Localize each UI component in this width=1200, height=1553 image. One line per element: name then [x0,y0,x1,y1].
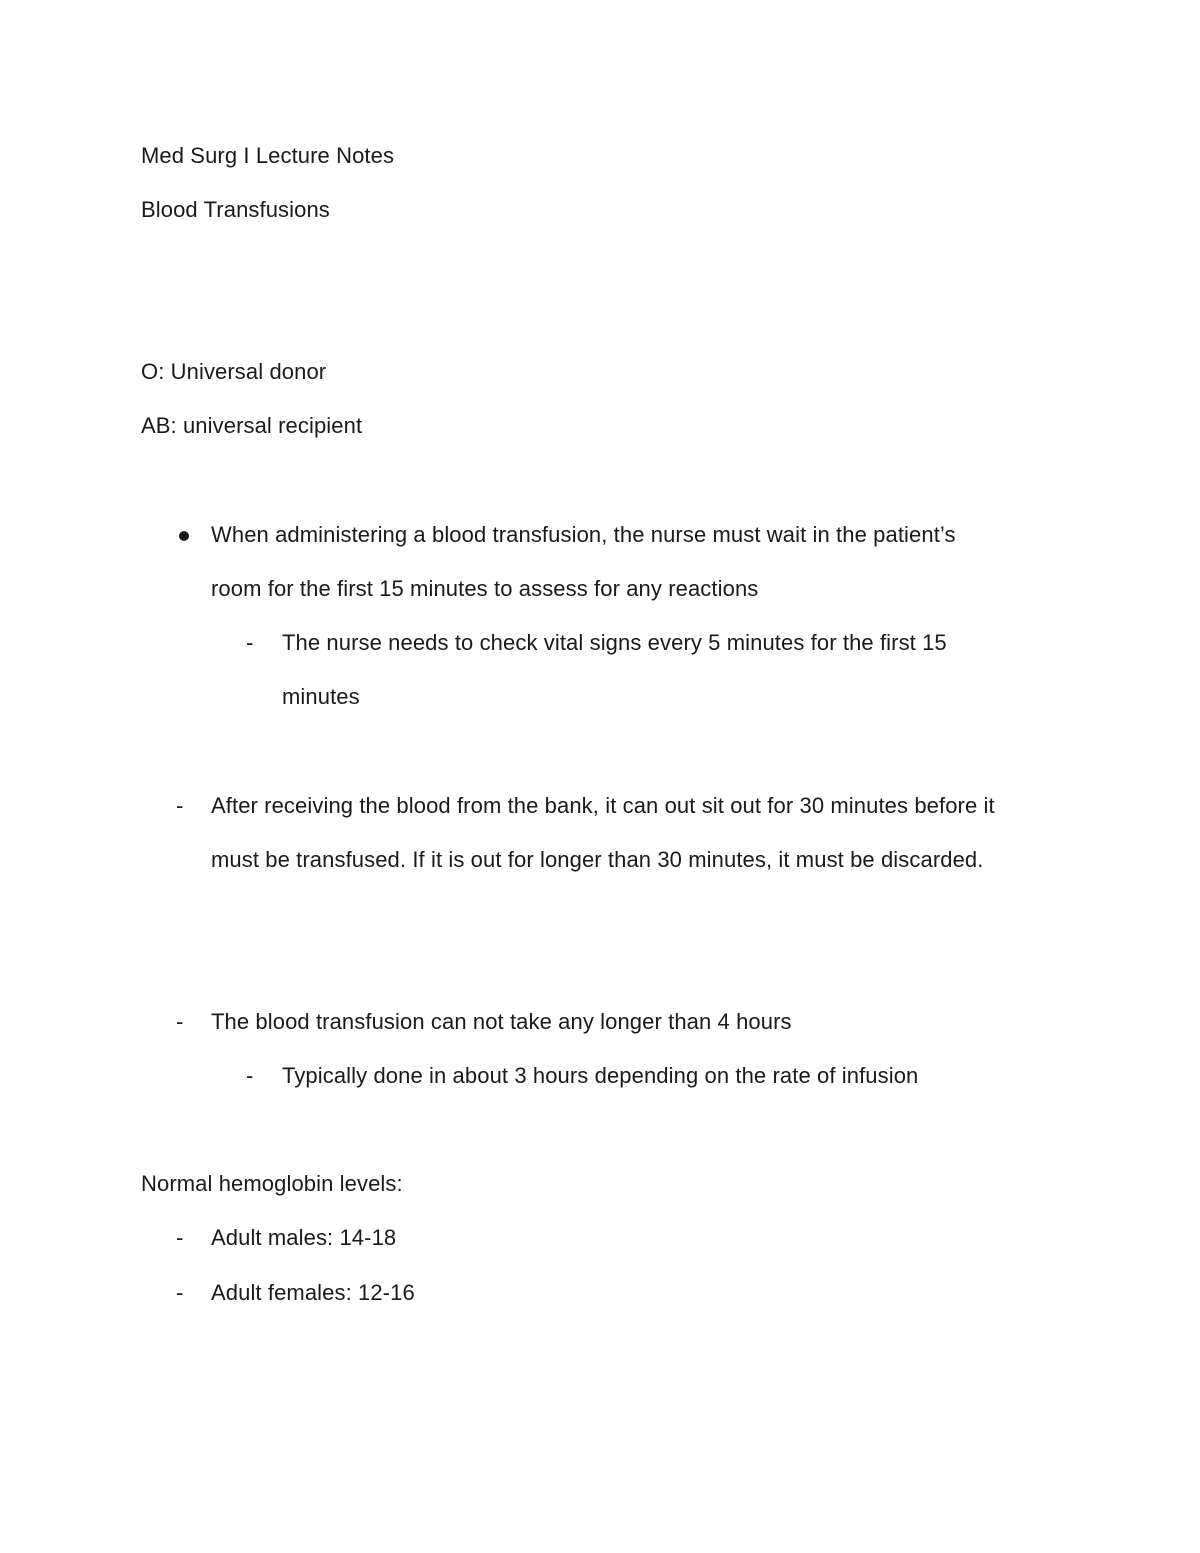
doc-subtitle: Blood Transfusions [141,197,330,222]
dash-marker: - [246,630,254,655]
dash-marker: - [176,1009,184,1034]
doc-title: Med Surg I Lecture Notes [141,143,395,168]
dash-marker: - [176,1280,184,1305]
hemoglobin-heading: Normal hemoglobin levels: [141,1171,403,1196]
dash-marker: - [246,1063,254,1088]
blood-type-o: O: Universal donor [141,359,327,384]
bullet1-line2: room for the first 15 minutes to assess for any reactions [211,576,759,601]
dash2-sub: Typically done in about 3 hours depending on the rate of infusion [282,1063,919,1088]
bullet-dot-icon [179,531,189,541]
dash1-line1: After receiving the blood from the bank, it can out sit out for 30 minutes before it [211,793,995,818]
bullet1-sub-line2: minutes [282,684,360,709]
hemoglobin-males: Adult males: 14-18 [211,1225,397,1250]
dash-marker: - [176,1225,184,1250]
hemoglobin-females: Adult females: 12-16 [211,1280,415,1305]
bullet1-sub-line1: The nurse needs to check vital signs every 5 minutes for the first 15 [282,630,947,655]
dash2-line1: The blood transfusion can not take any longer than 4 hours [211,1009,792,1034]
dash1-line2: must be transfused. If it is out for longer than 30 minutes, it must be discarded. [211,847,984,872]
blood-type-ab: AB: universal recipient [141,413,363,438]
bullet1-line1: When administering a blood transfusion, the nurse must wait in the patient’s [211,522,956,547]
dash-marker: - [176,793,184,818]
